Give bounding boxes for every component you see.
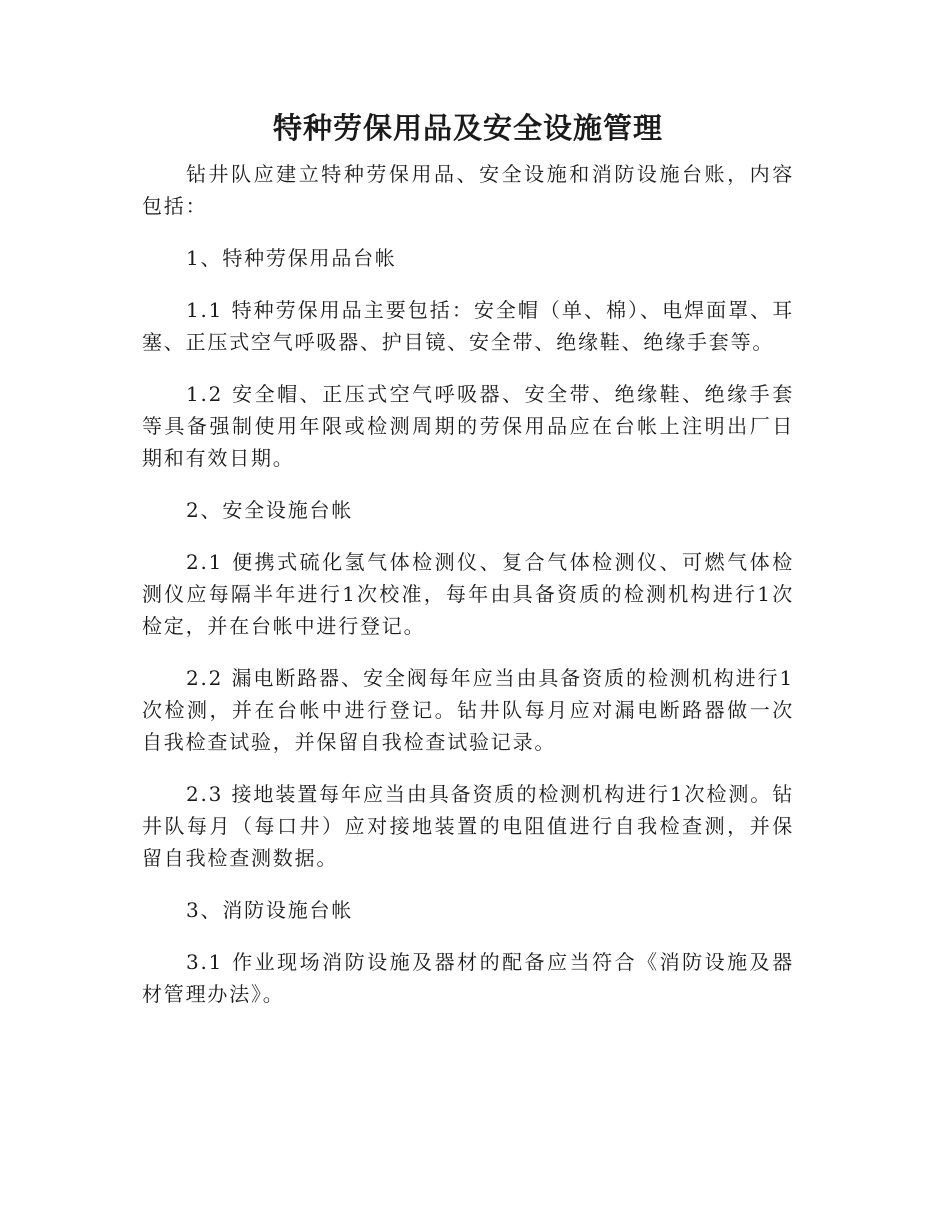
paragraph-2-2: 2.2 漏电断路器、安全阀每年应当由具备资质的检测机构进行1次检测，并在台帐中进行登记。钻井队每月应对漏电断路器做一次自我检查试验，并保留自我检查试验记录。 [142, 666, 794, 754]
intro-paragraph: 钻井队应建立特种劳保用品、安全设施和消防设施台账，内容包括： [142, 162, 794, 218]
document-title: 特种劳保用品及安全设施管理 [272, 111, 663, 145]
section-heading-1: 1、特种劳保用品台帐 [186, 246, 397, 270]
paragraph-3-1: 3.1 作业现场消防设施及器材的配备应当符合《消防设施及器材管理办法》。 [142, 950, 794, 1006]
section-heading-2: 2、安全设施台帐 [186, 498, 354, 522]
paragraph-1-1: 1.1 特种劳保用品主要包括：安全帽（单、棉）、电焊面罩、耳塞、正压式空气呼吸器、护目镜、安全带、绝缘鞋、绝缘手套等。 [142, 298, 794, 354]
document-page [142, 108, 794, 1030]
section-heading-3: 3、消防设施台帐 [186, 898, 354, 922]
paragraph-2-3: 2.3 接地装置每年应当由具备资质的检测机构进行1次检测。钻井队每月（每口井）应对接地装置的电阻值进行自我检查测，并保留自我检查测数据。 [142, 782, 794, 870]
paragraph-2-1: 2.1 便携式硫化氢气体检测仪、复合气体检测仪、可燃气体检测仪应每隔半年进行1次校准，每年由具备资质的检测机构进行1次检定，并在台帐中进行登记。 [142, 550, 794, 638]
paragraph-1-2: 1.2 安全帽、正压式空气呼吸器、安全带、绝缘鞋、绝缘手套等具备强制使用年限或检测周期的劳保用品应在台帐上注明出厂日期和有效日期。 [142, 382, 794, 470]
